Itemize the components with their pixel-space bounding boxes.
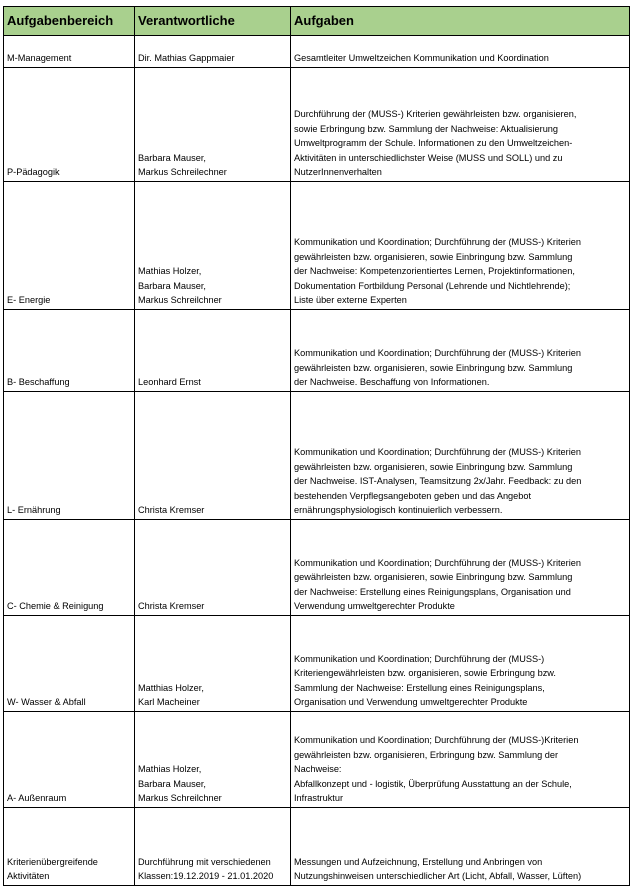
- responsible-cell-line: Karl Macheiner: [138, 697, 200, 708]
- area-cell: [4, 36, 135, 68]
- responsible-cell-line: Dir. Mathias Gappmaier: [138, 53, 235, 64]
- responsible-cell-line: Markus Schreilechner: [138, 167, 227, 178]
- environment-tasks-table: [3, 6, 630, 886]
- area-cell-line: C- Chemie & Reinigung: [7, 601, 104, 612]
- table-row: [4, 392, 630, 520]
- responsible-cell-line: Christa Kremser: [138, 505, 205, 516]
- tasks-cell-line: gewährleisten bzw. organisieren, Erbringung bzw. Sammlung der: [294, 749, 559, 760]
- responsible-cell: [135, 310, 291, 392]
- area-cell-line: A- Außenraum: [7, 793, 67, 804]
- tasks-cell-line: gewährleisten bzw. organisieren, sowie Einbringung bzw. Sammlung: [294, 362, 573, 373]
- responsible-cell-line: Christa Kremser: [138, 601, 205, 612]
- table-row: [4, 182, 630, 310]
- tasks-cell-line: Infrastruktur: [294, 793, 344, 804]
- header-area: Aufgabenbereich: [4, 7, 135, 36]
- tasks-cell-line: der Nachweise: Kompetenzorientiertes Lernen, Projektinformationen,: [294, 266, 575, 277]
- tasks-cell: [291, 392, 630, 520]
- tasks-cell-line: Kriteriengewährleisten bzw. organisieren, sowie Erbringung bzw.: [294, 668, 556, 679]
- tasks-cell-line: Abfallkonzept und - logistik, Überprüfung Ausstattung an der Schule,: [294, 778, 572, 789]
- tasks-cell-line: bestehenden Verpflegsangeboten geben und das Angebot: [294, 490, 532, 501]
- area-cell-line: Kriterienübergreifende: [7, 856, 98, 867]
- tasks-cell-line: der Nachweise: Erstellung eines Reinigungsplans, Organisation und: [294, 586, 571, 597]
- table-row: [4, 616, 630, 712]
- tasks-cell-line: Nachweise:: [294, 764, 342, 775]
- responsible-cell-line: Markus Schreilchner: [138, 793, 222, 804]
- tasks-cell-line: gewährleisten bzw. organisieren, sowie Einbringung bzw. Sammlung: [294, 572, 573, 583]
- responsible-cell: [135, 36, 291, 68]
- tasks-cell: [291, 520, 630, 616]
- tasks-cell-line: NutzerInnenverhalten: [294, 167, 382, 178]
- responsible-cell: [135, 616, 291, 712]
- tasks-cell: [291, 36, 630, 68]
- tasks-cell-line: der Nachweise. Beschaffung von Informationen.: [294, 377, 490, 388]
- tasks-cell-line: Nutzungshinweisen unterschiedlicher Art (Licht, Abfall, Wasser, Lüften): [294, 871, 582, 882]
- responsible-cell-line: Leonhard Ernst: [138, 377, 201, 388]
- responsible-cell-line: Markus Schreilchner: [138, 295, 222, 306]
- tasks-cell: [291, 808, 630, 886]
- tasks-cell-line: Durchführung der (MUSS-) Kriterien gewährleisten bzw. organisieren,: [294, 109, 577, 120]
- tasks-cell-line: Verwendung umweltgerechter Produkte: [294, 601, 455, 612]
- tasks-cell-line: Kommunikation und Koordination; Durchführung der (MUSS-) Kriterien: [294, 447, 581, 458]
- responsible-cell-line: Mathias Holzer,: [138, 764, 202, 775]
- tasks-cell-line: Kommunikation und Koordination; Durchführung der (MUSS-): [294, 653, 545, 664]
- responsible-cell-line: Matthias Holzer,: [138, 682, 204, 693]
- tasks-cell-line: ernährungsphysiologisch kontinuierlich verbessern.: [294, 505, 503, 516]
- tasks-cell-line: Dokumentation Fortbildung Personal (Lehrende und Nichtlehrende);: [294, 280, 571, 291]
- tasks-cell-line: sowie Erbringung bzw. Sammlung der Nachweise: Aktualisierung: [294, 123, 559, 134]
- header-tasks: Aufgaben: [291, 7, 630, 36]
- area-cell-line: P-Pädagogik: [7, 167, 60, 178]
- area-cell-line: L- Ernährung: [7, 505, 61, 516]
- responsible-cell: [135, 68, 291, 182]
- area-cell-line: W- Wasser & Abfall: [7, 697, 86, 708]
- responsible-cell-line: Durchführung mit verschiedenen: [138, 856, 271, 867]
- responsible-cell: [135, 808, 291, 886]
- area-cell-line: E- Energie: [7, 295, 51, 306]
- area-cell: [4, 616, 135, 712]
- tasks-cell-line: Gesamtleiter Umweltzeichen Kommunikation und Koordination: [294, 53, 549, 64]
- table-row: [4, 520, 630, 616]
- responsible-cell: [135, 182, 291, 310]
- tasks-cell-line: Kommunikation und Koordination; Durchführung der (MUSS-) Kriterien: [294, 348, 581, 359]
- table-row: [4, 712, 630, 808]
- area-cell: [4, 68, 135, 182]
- area-cell: [4, 712, 135, 808]
- tasks-cell-line: Kommunikation und Koordination; Durchführung der (MUSS-)Kriterien: [294, 735, 579, 746]
- table-row: [4, 68, 630, 182]
- tasks-cell: [291, 616, 630, 712]
- tasks-cell-line: Kommunikation und Koordination; Durchführung der (MUSS-) Kriterien: [294, 237, 581, 248]
- tasks-cell-line: Liste über externe Experten: [294, 295, 407, 306]
- responsible-cell-line: Barbara Mauser,: [138, 280, 206, 291]
- tasks-cell: [291, 68, 630, 182]
- area-cell-line: B- Beschaffung: [7, 377, 70, 388]
- tasks-cell-line: der Nachweise. IST-Analysen, Teamsitzung 2x/Jahr. Feedback: zu den: [294, 476, 582, 487]
- tasks-cell: [291, 310, 630, 392]
- responsible-cell-line: Barbara Mauser,: [138, 778, 206, 789]
- tasks-cell: [291, 182, 630, 310]
- responsible-cell: [135, 392, 291, 520]
- tasks-cell-line: gewährleisten bzw. organisieren, sowie Einbringung bzw. Sammlung: [294, 251, 573, 262]
- area-cell-line: Aktivitäten: [7, 871, 50, 882]
- responsible-cell: [135, 520, 291, 616]
- tasks-cell: [291, 712, 630, 808]
- area-cell: [4, 310, 135, 392]
- header-responsible: Verantwortliche: [135, 7, 291, 36]
- header-row: [4, 7, 630, 36]
- table-row: [4, 310, 630, 392]
- tasks-cell-line: Organisation und Verwendung umweltgerechter Produkte: [294, 697, 528, 708]
- tasks-cell-line: Aktivitäten in unterschiedlichster Weise (MUSS und SOLL) und zu: [294, 152, 563, 163]
- table-row: [4, 808, 630, 886]
- responsible-cell-line: Klassen:19.12.2019 - 21.01.2020: [138, 871, 274, 882]
- responsible-cell: [135, 712, 291, 808]
- area-cell: [4, 808, 135, 886]
- table-body: [4, 36, 630, 886]
- table-row: [4, 36, 630, 68]
- area-cell-line: M-Management: [7, 53, 72, 64]
- area-cell: [4, 182, 135, 310]
- tasks-cell-line: gewährleisten bzw. organisieren, sowie Einbringung bzw. Sammlung: [294, 461, 573, 472]
- responsible-cell-line: Mathias Holzer,: [138, 266, 202, 277]
- area-cell: [4, 392, 135, 520]
- tasks-cell-line: Umweltprogramm der Schule. Informationen zu den Umweltzeichen-: [294, 138, 573, 149]
- tasks-cell-line: Sammlung der Nachweise: Erstellung eines Reinigungsplans,: [294, 682, 545, 693]
- tasks-cell-line: Kommunikation und Koordination; Durchführung der (MUSS-) Kriterien: [294, 557, 581, 568]
- tasks-cell-line: Messungen und Aufzeichnung, Erstellung und Anbringen von: [294, 856, 543, 867]
- responsible-cell-line: Barbara Mauser,: [138, 152, 206, 163]
- area-cell: [4, 520, 135, 616]
